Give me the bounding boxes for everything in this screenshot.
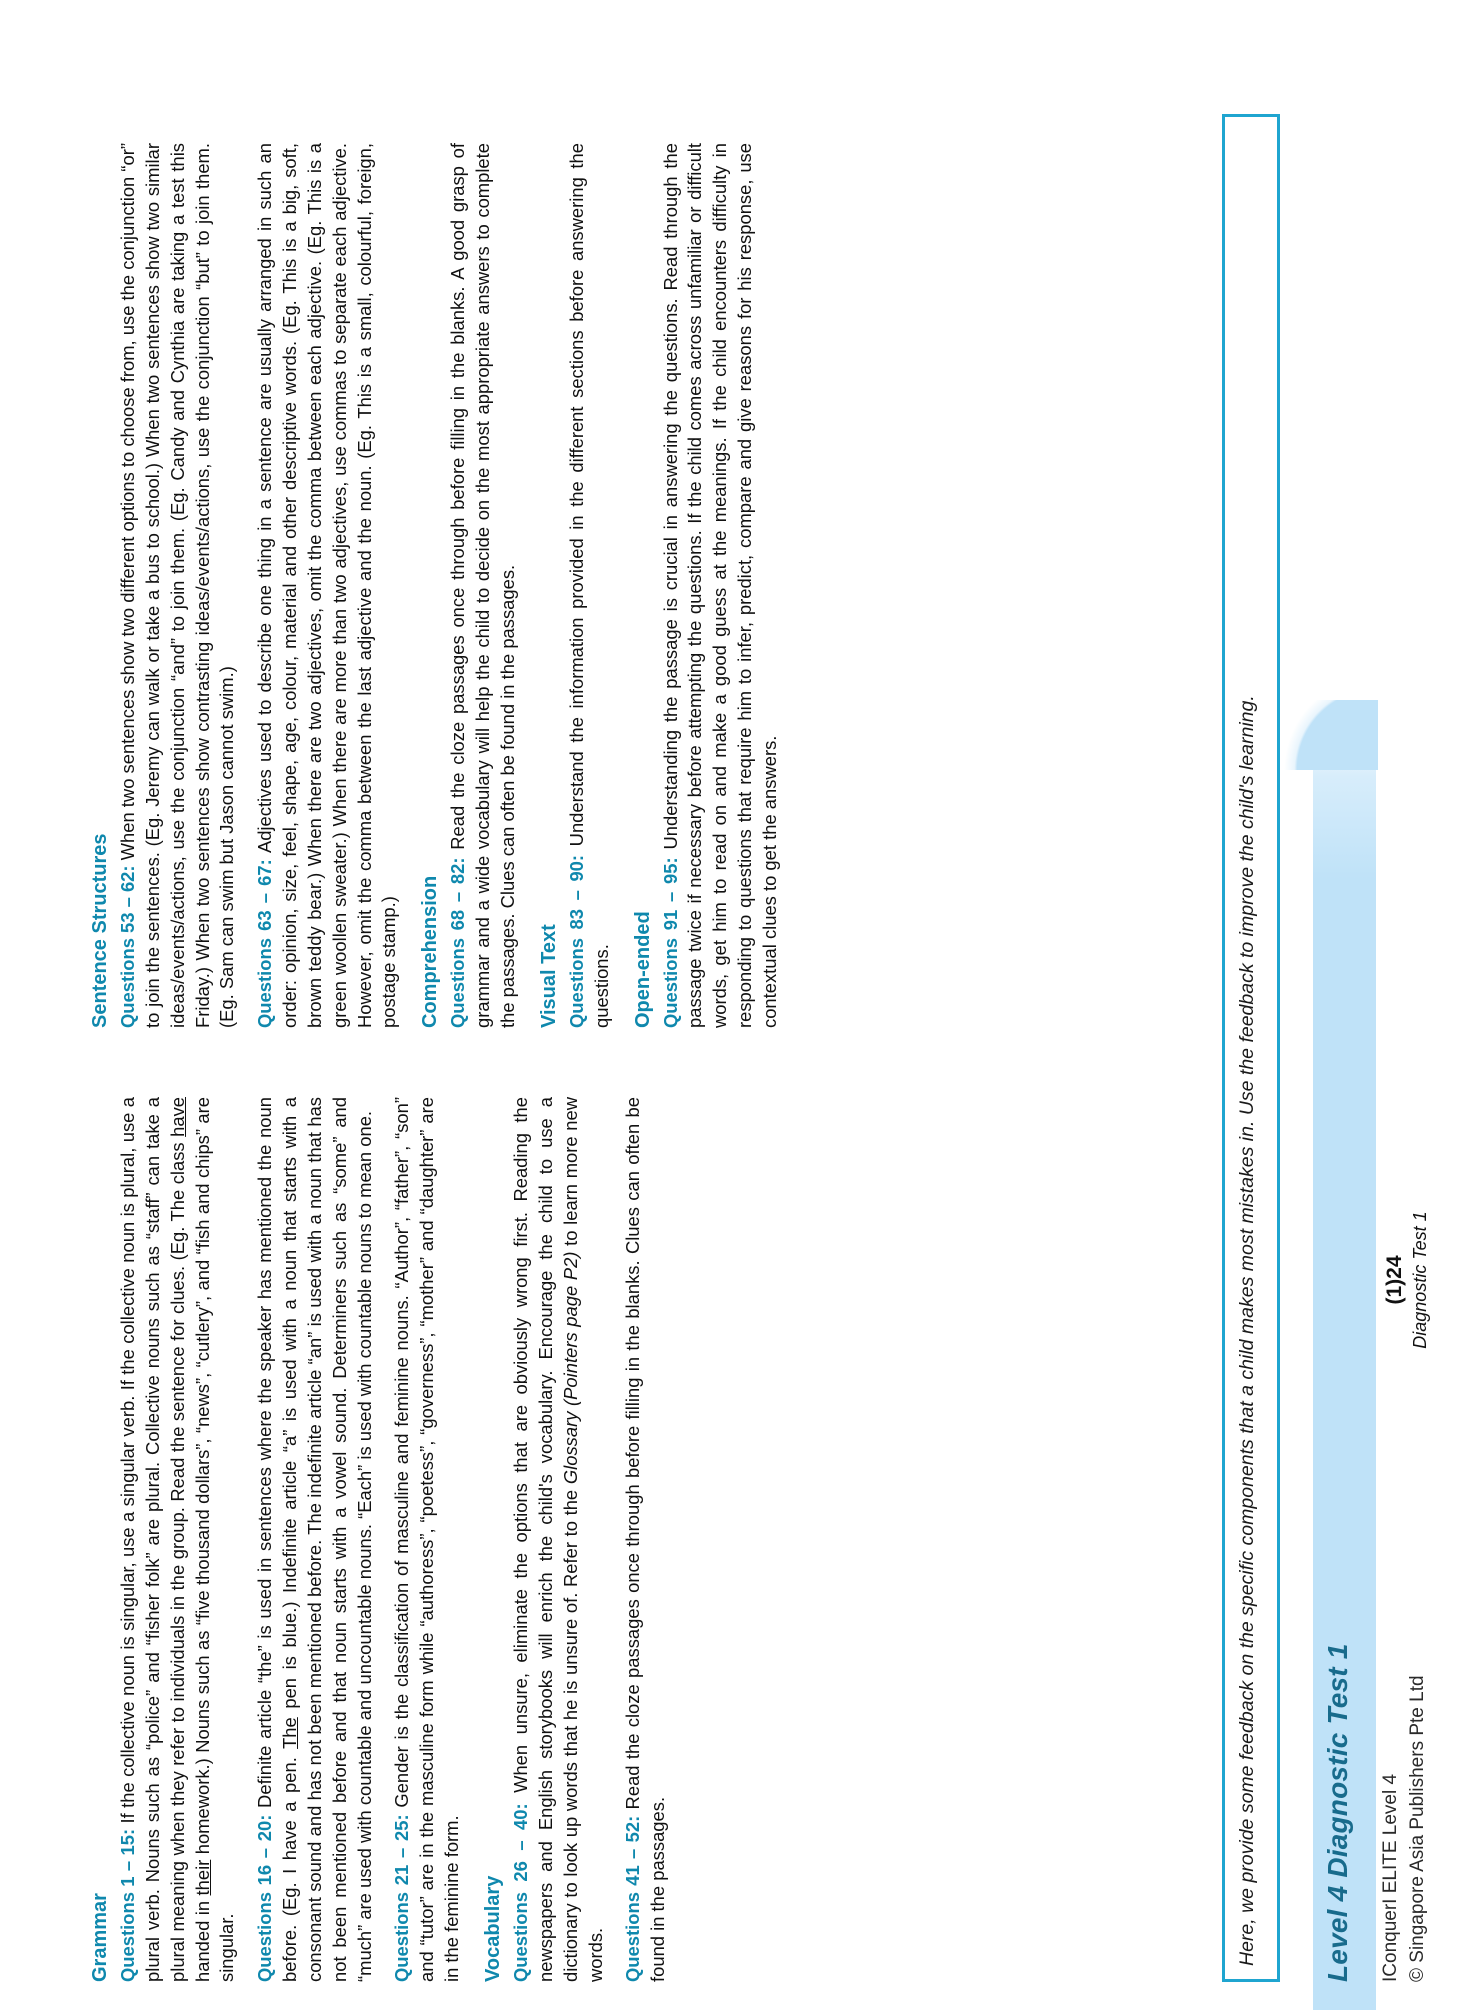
question-range-label: Questions 91 – 95: — [659, 857, 681, 1028]
body-text: If the collective noun is singular, use a singular verb. If the collective noun is plural, use a plural verb. Nouns such as “police” and “fisher folk” are plural. Collective nouns such as “staff” can take a plural meaning when they refer to individuals in the group. Read the sentence for clues. (Eg. The class — [117, 1097, 188, 1982]
underlined-text: their — [191, 1859, 213, 1896]
body-text: When two sentences show two different options to choose from, use the conjunction “or” to join the sentences. (Eg. Jeremy can walk or take a bus to school.) When two sentences show two similar ideas/events/actions, use the conjunction “and” to join them. (Eg. Candy and Cynthia are taking a test this Friday.) When two sentences show contrasting ideas/events/actions, use the conjunction “but” to join them. (Eg. Sam can swim but Jason cannot swim.) — [117, 143, 238, 1028]
underlined-text: The — [279, 1717, 301, 1749]
page-tab-rounded-cap — [1268, 700, 1378, 770]
body-text: Gender is the classification of masculine and feminine nouns. “Author”, “father”, “son” and “tutor” are in the masculine form while “authoress”, “poetess”, “governess”, “mother” and “daughter” are in the feminine form. — [391, 1097, 463, 1982]
footer-page-info — [1382, 1070, 1432, 1490]
question-guidance-paragraph — [621, 1097, 671, 1982]
section-heading: Vocabulary — [481, 1875, 504, 1982]
body-text: When unsure, eliminate the options that are obviously wrong first. Reading the newspapers and English storybooks will enrich the child's vocabulary. Encourage the child to use a dictionary to look up words that he is unsure of. Refer to the — [509, 1097, 581, 1982]
page-title: Level 4 Diagnostic Test 1 — [1322, 1643, 1353, 1982]
body-text: to learn more new words. — [559, 1097, 606, 1982]
footer-publisher — [1377, 1675, 1432, 1982]
italic-reference: Glossary (Pointers page P2) — [559, 1251, 581, 1485]
section-heading: Open-ended — [631, 911, 654, 1028]
section-heading: Comprehension — [419, 875, 442, 1028]
section-heading: Sentence Structures — [89, 833, 111, 1028]
question-guidance-paragraph — [565, 143, 615, 1028]
question-range-label: Questions 16 – 20: — [254, 1814, 276, 1982]
question-range-label: Questions 1 – 15: — [117, 1828, 138, 1982]
body-text: Understanding the passage is crucial in answering the questions. Read through the passage twice if necessary before attempting the questions. If the child comes across unfamiliar or difficult words, get him to read on and make a good guess at the meanings. If the child encounters difficulty in responding to questions that require him to infer, predict, compare and give reasons for his response, use contextual clues to get the answers. — [659, 143, 780, 1028]
body-text: homework.) Nouns such as “five thousand dollars”, “news”, “cutlery”, and “fish and chips” are singular. — [191, 1097, 238, 1982]
question-guidance-paragraph — [659, 143, 783, 1028]
footer-copyright-line: © Singapore Asia Publishers Pte Ltd — [1407, 1675, 1429, 1982]
page-number: (1)24 — [1383, 1255, 1407, 1305]
question-range-label: Questions 21 – 25: — [391, 1814, 413, 1982]
question-guidance-paragraph — [509, 1097, 608, 1982]
body-text: handed in — [191, 1895, 213, 1982]
footer-series-line: IConquerI ELITE Level 4 — [1379, 1773, 1401, 1982]
question-guidance-paragraph — [253, 1097, 377, 1982]
question-range-label: Questions 83 – 90: — [565, 854, 587, 1028]
question-range-label: Questions 63 – 67: — [254, 859, 276, 1028]
body-text: Read the cloze passages once through before filling in the blanks. A good grasp of grammar and a wide vocabulary will help the child to decide on the most appropriate answers to complete the passages. Clues can often be found in the passages. — [447, 143, 518, 1028]
content-column-left — [88, 1097, 671, 1982]
body-text: Definite article “the” is used in sentences where the speaker has mentioned the noun before. (Eg. I have a pen. — [254, 1097, 301, 1982]
body-text: Understand the information provided in the different sections before answering the questions. — [565, 143, 612, 1028]
section-heading: Grammar — [89, 1893, 111, 1982]
question-guidance-paragraph — [390, 1097, 465, 1982]
section-heading: Visual Text — [537, 924, 560, 1028]
underlined-text: have — [166, 1097, 188, 1137]
body-text: pen is blue.) Indefinite article “a” is used with a noun that starts with a consonant sound and has not been mentioned before. The indefinite article “an” is used with a noun that has not been mentioned before and that noun starts with a vowel sound. Determiners such as “some” and “much” are used with countable and uncountable nouns. “Each” is used with countable nouns to mean one. — [279, 1096, 375, 1982]
intro-note-text: Here, we provide some feedback on the specific components that a child makes most mistakes in. Use the feedback to improve the child's learning. — [1236, 695, 1258, 1966]
question-guidance-paragraph — [253, 143, 402, 1028]
question-guidance-paragraph — [116, 1097, 240, 1982]
question-range-label: Questions 68 – 82: — [447, 857, 469, 1028]
content-column-right — [88, 143, 783, 1028]
question-range-label: Questions 53 – 62: — [117, 865, 138, 1028]
body-text: Adjectives used to describe one thing in a sentence are usually arranged in such an order: opinion, size, feel, shape, age, colour, material and other descriptive words. (Eg. This is a big, soft, brown teddy bear.) When there are two adjectives, omit the comma between each adjective. (Eg. This is a green woollen sweater.) When there are more than two adjectives, use commas to separate each adjective. However, omit the comma between the last adjective and the noun. (Eg. This is a small, colourful, foreign, postage stamp.) — [254, 143, 400, 1028]
page-label: Diagnostic Test 1 — [1409, 1211, 1430, 1349]
question-guidance-paragraph — [446, 143, 521, 1028]
question-guidance-paragraph — [116, 143, 240, 1028]
body-text: Read the cloze passages once through before filling in the blanks. Clues can often be found in the passages. — [622, 1097, 669, 1982]
question-range-label: Questions 26 – 40: — [509, 1803, 531, 1982]
question-range-label: Questions 41 – 52: — [622, 1815, 644, 1982]
